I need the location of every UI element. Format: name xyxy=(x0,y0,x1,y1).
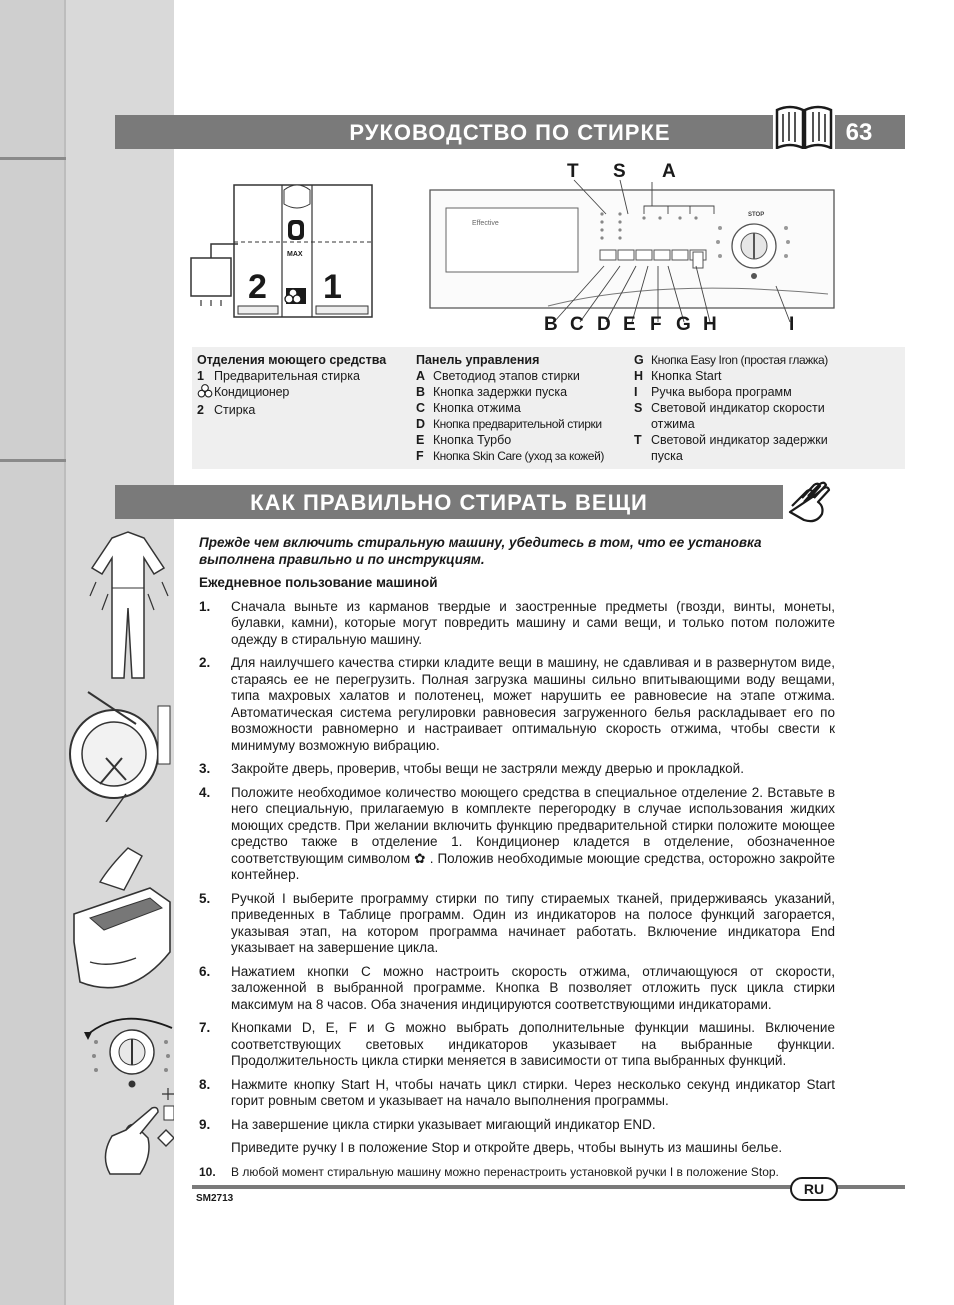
hand-icon xyxy=(784,476,836,526)
legend-row: T Световой индикатор задержки пуска xyxy=(634,433,828,463)
label-B: B xyxy=(544,314,558,335)
legend-row: 2 Стирка xyxy=(197,403,256,417)
legend-control-panel xyxy=(416,352,628,464)
label-D: D xyxy=(597,314,611,335)
intro-note: Прежде чем включить стиральную машину, убедитесь в том, что ее установка выполнена правильно и по инструкциям. xyxy=(199,535,762,567)
display-brand-label: Effective xyxy=(472,220,499,227)
legend-row: I Ручка выбора программ xyxy=(634,385,792,399)
compartment-1-number: 1 xyxy=(323,268,342,306)
language-badge: RU xyxy=(790,1177,838,1201)
list-item: 8. Нажмите кнопку Start H, чтобы начать цикл стирки. Через несколько секунд индикатор Start горит ровным светом и указывает на начало выполнения программы. xyxy=(199,1076,835,1108)
start-button-hand-illustration xyxy=(92,1086,174,1178)
left-margin-strip xyxy=(0,0,66,1305)
list-item: 10. В любой момент стиральную машину можно перенастроить установкой ручки I в положение Stop. xyxy=(199,1164,779,1179)
label-C: C xyxy=(570,314,584,335)
list-item: 3. Закройте дверь, проверив, чтобы вещи не застряли между дверью и прокладкой. xyxy=(199,761,744,776)
list-item: 5. Ручкой I выберите программу стирки по типу стираемых тканей, придерживаясь указаний, приведенных в Таблице программ. Один из индикаторов на полосе функций загорается, указывая этап, на котором программа начинает работать. Включение индикатора End указывает на завершение цикла. xyxy=(199,890,835,955)
margin-marker xyxy=(0,459,66,462)
label-G: G xyxy=(676,314,691,335)
legend-detergent xyxy=(197,352,402,418)
subheading: Ежедневное пользование машиной xyxy=(199,575,438,590)
legend-row: D Кнопка предварительной стирки xyxy=(416,417,602,431)
legend-row: C Кнопка отжима xyxy=(416,401,521,415)
legend-heading: Отделения моющего средства xyxy=(197,353,387,367)
section-title: РУКОВОДСТВО ПО СТИРКЕ xyxy=(349,120,671,145)
legend-row: S Световой индикатор скорости отжима xyxy=(634,401,825,431)
legend-control-panel-cont xyxy=(634,352,834,464)
book-icon xyxy=(773,102,835,154)
max-label: MAX xyxy=(287,251,303,258)
legend-row: E Кнопка Турбо xyxy=(416,433,512,447)
detergent-drawer-illustration xyxy=(70,842,174,1002)
legend-heading: Панель управления xyxy=(416,353,540,367)
instructions-body xyxy=(199,535,835,1180)
softener-flower-icon xyxy=(197,384,213,398)
program-dial-illustration xyxy=(80,1012,174,1092)
softener-flower-icon xyxy=(284,288,302,306)
list-item: 4. Положите необходимое количество моющего средства в специальное отделение 2. Вставьте в него специальную, прилагаемую в комплекте перегородку в случае использования жидких моющих средств. При желании включить функцию предварительной стирки положите моющее средство также в отделение 1. Кондиционер кладется в отделение, обозначенное соответствующим символом ✿ . Положив необходимые моющие средства, осторожно закройте контейнер. xyxy=(199,784,835,882)
legend-row: A Светодиод этапов стирки xyxy=(416,369,580,383)
label-E: E xyxy=(623,314,636,335)
label-A: A xyxy=(662,161,676,182)
dial-stop-label: STOP xyxy=(748,212,765,218)
margin-marker xyxy=(0,157,66,160)
list-item: 6. Нажатием кнопки C можно настроить скорость отжима, отличающуюся от скорости, заложенной в выбранной программе. Кнопка B позволяет отложить пуск цикла стирки максимум на 8 часов. Оба значения индицируются соответствующими индикаторами. xyxy=(199,963,835,1012)
legend-row: B Кнопка задержки пуска xyxy=(416,385,568,399)
section-title: КАК ПРАВИЛЬНО СТИРАТЬ ВЕЩИ xyxy=(250,490,648,515)
section-header-washing xyxy=(115,485,783,519)
legend-row: H Кнопка Start xyxy=(634,369,722,383)
list-item: Приведите ручку I в положение Stop и откройте дверь, чтобы вынуть из машины белье. xyxy=(231,1140,783,1155)
label-F: F xyxy=(650,314,662,335)
list-item: 9. На завершение цикла стирки указывает мигающий индикатор END. xyxy=(199,1116,656,1132)
list-item: 2. Для наилучшего качества стирки кладите вещи в машину, не сдавливая и в развернутом виде, стараясь ее не перегрузить. Полная загрузка машины сильно впитывающими воду вещами, типа махровых халатов и полотенец, может нарушить ее равновесие на этапе отжима. Автоматическая система регулировки равновесия загруженного белья раскладывает его по возможности равномерно и настраивает оптимальную скорость отжима, чтобы свести к минимуму возможную вибрацию. xyxy=(199,655,835,753)
washer-door-illustration xyxy=(66,684,172,822)
legend-row: 1 Предварительная стирка xyxy=(197,369,360,383)
compartment-2-number: 2 xyxy=(248,268,267,306)
legend-row: F Кнопка Skin Care (уход за кожей) xyxy=(416,449,604,463)
callout-lines xyxy=(540,170,820,330)
page-number: 63 xyxy=(838,115,880,149)
label-I: I xyxy=(789,314,795,335)
detergent-drawer-diagram xyxy=(186,180,376,325)
garment-pockets-illustration xyxy=(82,528,174,684)
list-item: 1. Сначала выньте из карманов твердые и заостренные предметы (гвозди, винты, монеты, булавки, камни), которые могут повредить машину и сами вещи, и только потом положите одежду в стиральную машину. xyxy=(199,598,835,647)
label-H: H xyxy=(703,314,717,335)
list-item: 7. Кнопками D, E, F и G можно выбрать дополнительные функции машины. Включение соответствующих световых индикаторов указывает на выбранные функции. Продолжительность цикла стирки меняется в зависимости от типа выбранных функций. xyxy=(199,1020,835,1068)
document-code: SM2713 xyxy=(196,1193,234,1204)
legend-row: Кондиционер xyxy=(197,384,402,402)
label-T: T xyxy=(567,161,579,182)
label-S: S xyxy=(613,161,626,182)
legend-row: G Кнопка Easy Iron (простая глажка) xyxy=(634,353,828,367)
